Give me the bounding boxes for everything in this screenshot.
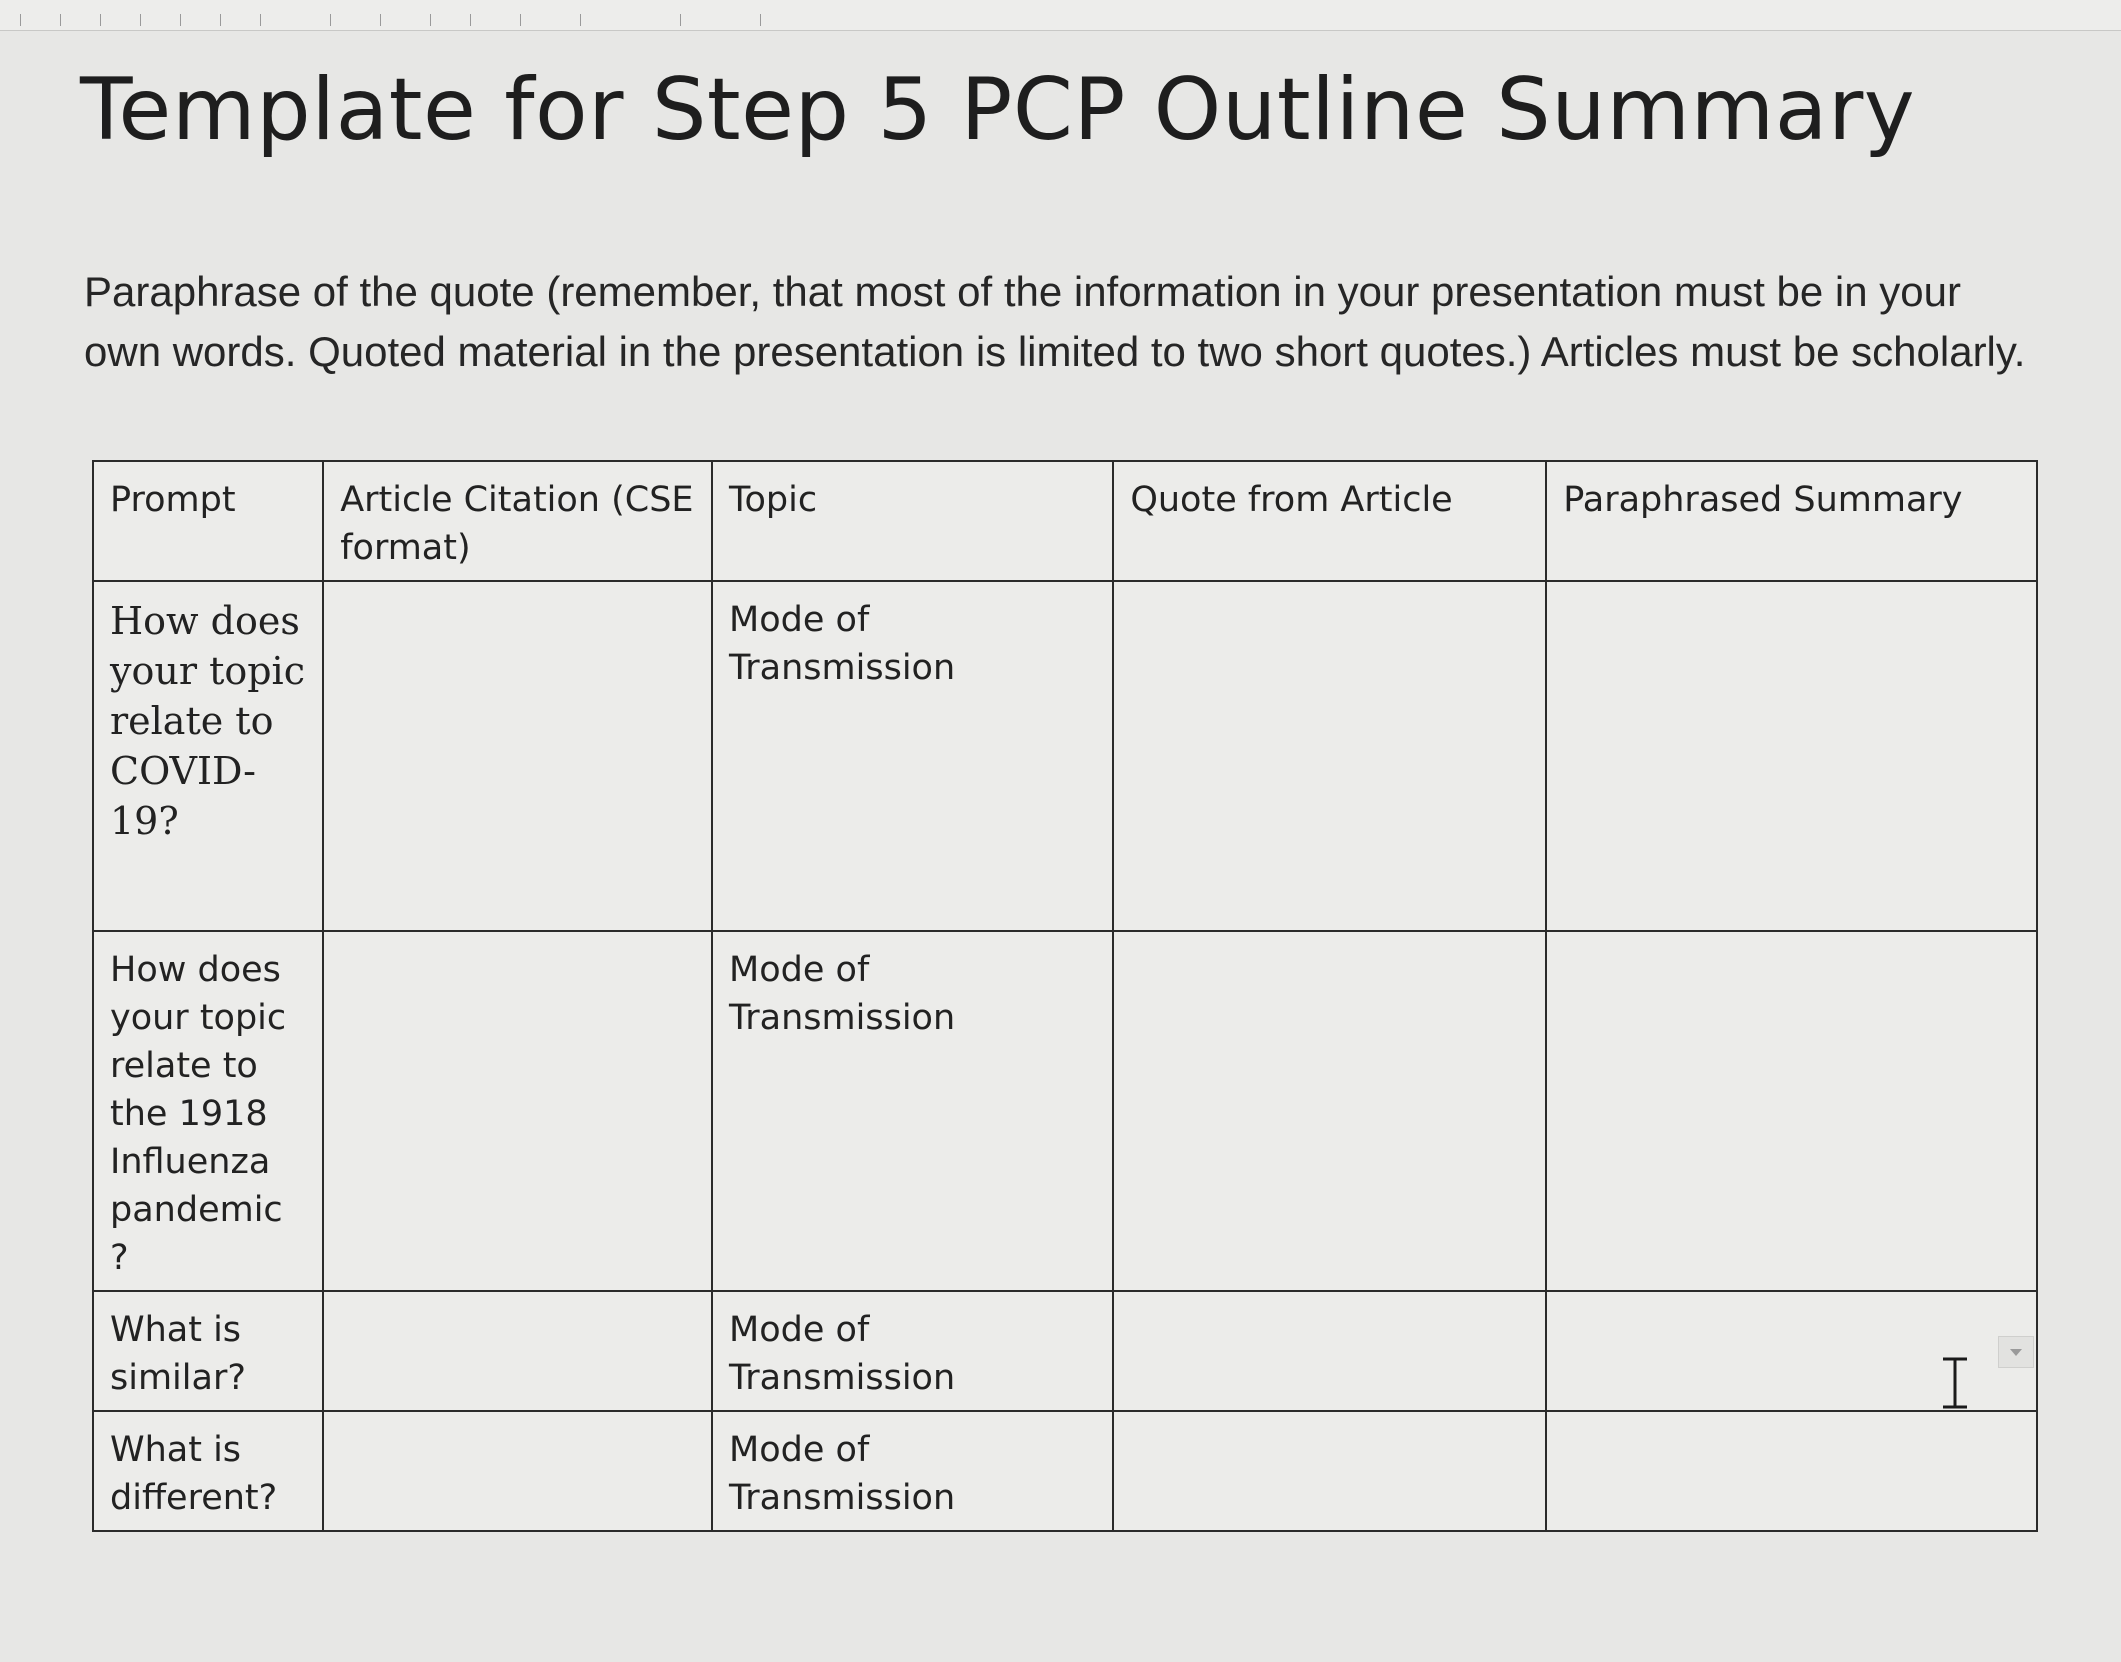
ruler-tick [330,14,331,26]
header-paraphrased-summary[interactable]: Paraphrased Summary [1546,461,2037,581]
citation-cell[interactable] [323,1291,712,1411]
table-row [93,1411,2037,1531]
prompt-cell[interactable]: What is similar? [93,1291,323,1411]
prompt-cell[interactable]: How does your topic relate to COVID-19? [93,581,323,931]
ruler-tick [680,14,681,26]
quote-cell[interactable] [1113,931,1546,1291]
topic-cell[interactable]: Mode of Transmission [712,1291,1113,1411]
ruler-tick [430,14,431,26]
header-quote[interactable]: Quote from Article [1113,461,1546,581]
header-prompt[interactable]: Prompt [93,461,323,581]
ruler-tick [140,14,141,26]
instructions-paragraph[interactable]: Paraphrase of the quote (remember, that most of the information in your presentation must be in your own words. Quoted material in the presentation is limited to two short quotes.) Articles must be scholarly. [84,268,2026,375]
citation-cell[interactable] [323,931,712,1291]
table-header-row [93,461,2037,581]
summary-cell[interactable] [1546,931,2037,1291]
table-row [93,1291,2037,1411]
prompt-cell[interactable]: What is different? [93,1411,323,1531]
summary-cell[interactable] [1546,581,2037,931]
ruler-tick [760,14,761,26]
ruler-tick [60,14,61,26]
ruler-tick [20,14,21,26]
table-row [93,931,2037,1291]
ruler-tick [580,14,581,26]
topic-cell[interactable]: Mode of Transmission [712,581,1113,931]
topic-cell[interactable]: Mode of Transmission [712,931,1113,1291]
summary-cell[interactable] [1546,1411,2037,1531]
ruler-tick [100,14,101,26]
quote-cell[interactable] [1113,581,1546,931]
chevron-down-icon[interactable] [1998,1336,2034,1368]
chevron-down-icon-glyph [2009,1347,2023,1357]
table-row [93,581,2037,931]
document-title[interactable]: Template for Step 5 PCP Outline Summary [80,60,1916,160]
quote-cell[interactable] [1113,1291,1546,1411]
citation-cell[interactable] [323,1411,712,1531]
topic-cell[interactable]: Mode of Transmission [712,1411,1113,1531]
ruler-tick [260,14,261,26]
header-topic[interactable]: Topic [712,461,1113,581]
citation-cell[interactable] [323,581,712,931]
ruler-tick [520,14,521,26]
i-beam-cursor-icon [1935,1355,1975,1411]
ruler-tick [470,14,471,26]
ruler [0,0,2121,31]
outline-table [92,460,2038,1532]
ruler-tick [180,14,181,26]
quote-cell[interactable] [1113,1411,1546,1531]
ruler-tick [220,14,221,26]
prompt-cell[interactable]: How does your topic relate to the 1918 Influenza pandemic ? [93,931,323,1291]
header-article-citation[interactable]: Article Citation (CSE format) [323,461,712,581]
ruler-tick [380,14,381,26]
